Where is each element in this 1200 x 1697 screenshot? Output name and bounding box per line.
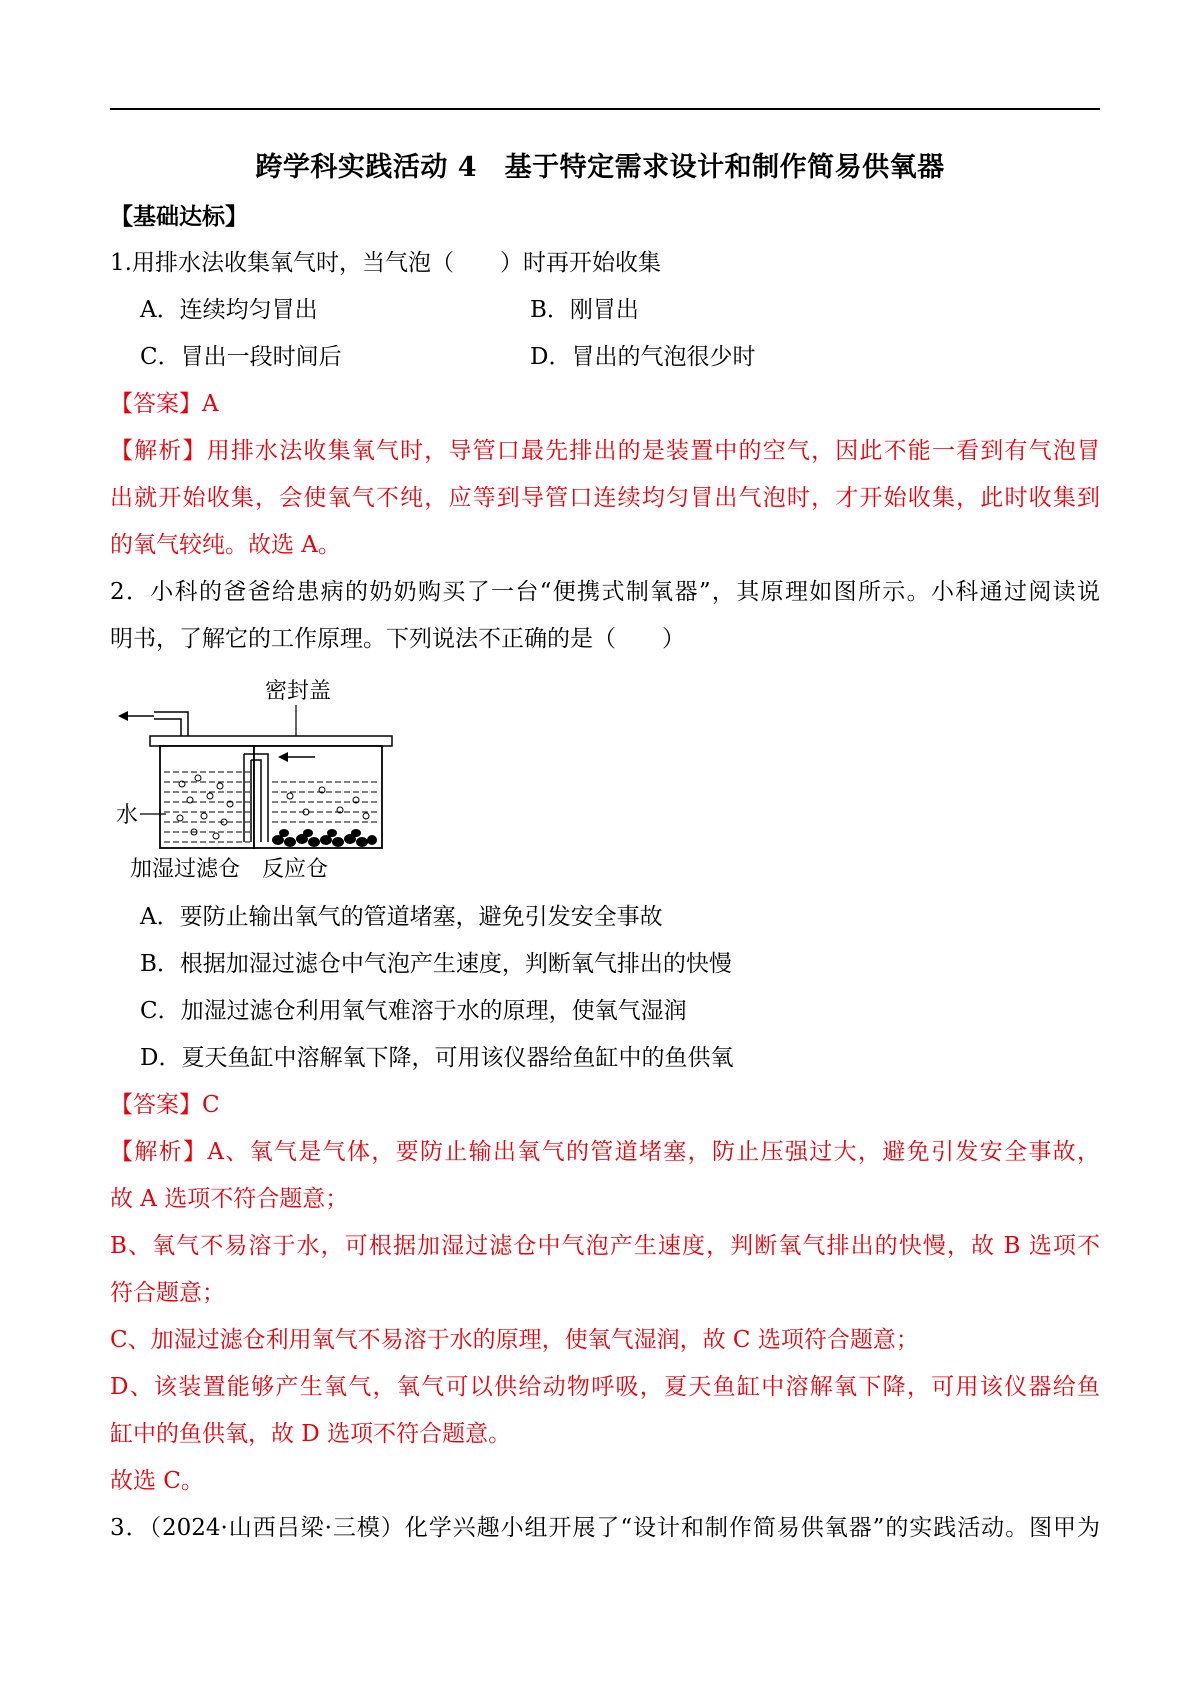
q2-analysis-line: C、加湿过滤仓利用氧气不易溶于水的原理，使氧气湿润，故 C 选项符合题意； (110, 1327, 919, 1353)
q1-option-c: C．冒出一段时间后 (140, 344, 342, 370)
q2-option-d: D．夏天鱼缸中溶解氧下降，可用该仪器给鱼缸中的鱼供氧 (140, 1045, 734, 1071)
q1-stem: 1.用排水法收集氧气时，当气泡（ ）时再开始收集 (110, 250, 661, 276)
q1-option-a: A．连续均匀冒出 (140, 297, 318, 323)
q2-analysis-line: B、氧气不易溶于水，可根据加湿过滤仓中气泡产生速度，判断氧气排出的快慢，故 B 选项不 (110, 1233, 1100, 1259)
q2-analysis-line: 故选 C。 (110, 1468, 204, 1494)
q1-answer: 【答案】A (110, 391, 219, 417)
reaction-chamber-label: 反应仓 (262, 857, 329, 882)
page-title: 跨学科实践活动 4 基于特定需求设计和制作简易供氧器 (255, 152, 945, 183)
q1-analysis-line: 出就开始收集，会使氧气不纯，应等到导管口连续均匀冒出气泡时，才开始收集，此时收集到 (110, 485, 1100, 511)
q2-stem-line: 明书，了解它的工作原理。下列说法不正确的是（ ） (110, 626, 685, 652)
lid-label: 密封盖 (265, 679, 332, 704)
q2-option-a: A．要防止输出氧气的管道堵塞，避免引发安全事故 (140, 904, 663, 930)
q2-option-c: C．加湿过滤仓利用氧气难溶于水的原理，使氧气湿润 (140, 998, 687, 1024)
q1-option-b: B．刚冒出 (530, 297, 639, 323)
q2-option-b: B．根据加湿过滤仓中气泡产生速度，判断氧气排出的快慢 (140, 951, 732, 977)
reaction-chamber (254, 746, 382, 848)
water-label: 水 (116, 803, 139, 828)
section-heading: 【基础达标】 (110, 203, 248, 230)
q2-analysis-line: 符合题意； (110, 1280, 225, 1306)
output-arrow-head (118, 711, 128, 721)
header-rule (110, 108, 1100, 110)
q2-analysis-line: D、该装置能够产生氧气，氧气可以供给动物呼吸，夏天鱼缸中溶解氧下降，可用该仪器给鱼 (110, 1374, 1100, 1400)
q3-stem: 3．（2024·山西吕梁·三模）化学兴趣小组开展了“设计和制作简易供氧器”的实践活动。图甲为 (110, 1515, 1100, 1541)
q1-analysis-line: 【解析】用排水法收集氧气时，导管口最先排出的是装置中的空气，因此不能一看到有气泡冒 (110, 438, 1100, 464)
q1-option-d: D．冒出的气泡很少时 (530, 344, 756, 370)
sealed-lid (150, 736, 392, 746)
q2-analysis-line: 缸中的鱼供氧，故 D 选项不符合题意。 (110, 1421, 512, 1447)
oxygen-generator-diagram (110, 672, 400, 882)
q2-analysis-line: 【解析】A、氧气是气体，要防止输出氧气的管道堵塞，防止压强过大，避免引发安全事故， (110, 1139, 1100, 1165)
q2-stem-line: 2．小科的爸爸给患病的奶奶购买了一台“便携式制氧器”，其原理如图所示。小科通过阅读说 (110, 579, 1100, 605)
q2-answer: 【答案】C (110, 1092, 220, 1118)
q2-analysis-line: 故 A 选项不符合题意； (110, 1186, 349, 1212)
humidifier-chamber-label: 加湿过滤仓 (130, 857, 241, 882)
q1-analysis-line: 的氧气较纯。故选 A。 (110, 532, 341, 558)
